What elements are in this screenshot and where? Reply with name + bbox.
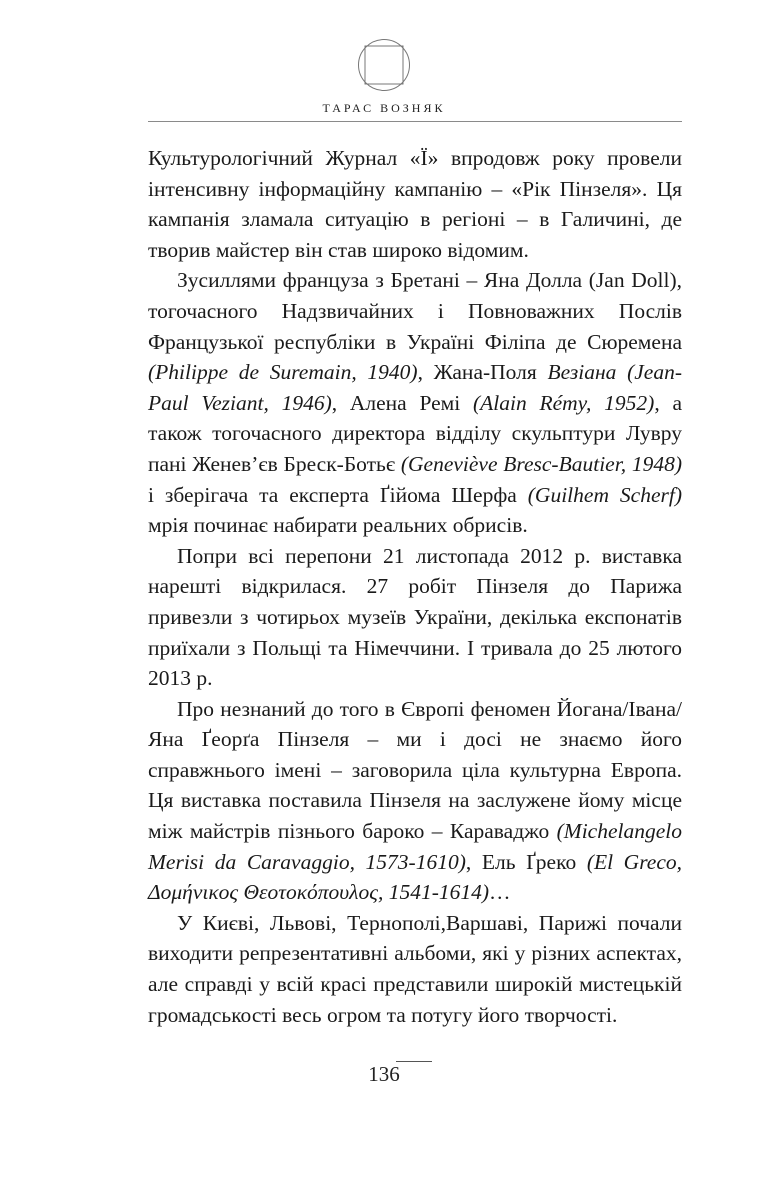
circle-square-logo-icon xyxy=(357,38,411,92)
paragraph xyxy=(148,541,682,694)
text-run: У Києві, Львові, Тернополі,Варшаві, Парижі почали виходити репрезентативні альбоми, які у різних аспектах, але справді у всій красі представили широкій мистецькій громадськості весь огром та потугу його творчості. xyxy=(148,910,682,1027)
paragraph xyxy=(148,265,682,540)
text-run: Про незнаний до того в Європі феномен Йогана/Івана/Яна Ґеорґа Пінзеля – ми і досі не знаємо його справжнього імені – заговорила ціла культурна Европа. Ця виставка поставила Пінзеля на заслужене йому місце між майстрів пізнього бароко – Караваджо xyxy=(148,696,682,844)
text-run: , Алена Ремі xyxy=(331,390,473,415)
page-number: 136 xyxy=(368,1062,400,1086)
text-run: Культурологічний Журнал «Ї» впродовж року провели інтенсивну інформаційну кампанію – «Рік Пінзеля». Ця кампанія зламала ситуацію в регіоні – в Галичині, де творив майстер він став широко відомим. xyxy=(148,146,682,262)
text-run: … xyxy=(489,880,511,905)
italic-citation: (Guilhem Scherf) xyxy=(527,482,682,507)
paragraph xyxy=(148,694,682,908)
italic-citation: (Geneviève Bresc-Bautier, 1948) xyxy=(400,451,682,476)
text-run: Зусиллями француза з Бретані – Яна Долла (Jan Doll), тогочасного Надзвичайних і Повноважних Послів Французької республіки в Україні Філіпа де Сюремена xyxy=(148,268,682,354)
text-run: , Ель Ґреко xyxy=(465,849,587,874)
paragraph xyxy=(148,143,682,265)
running-header-author: ТАРАС ВОЗНЯК xyxy=(322,101,446,115)
italic-citation: (El Greco, Δομήνικος Θεοτοκόπουλος, 1541-1614) xyxy=(148,849,682,905)
text-run: , Жана-Поля xyxy=(417,360,548,385)
text-run: , а також тогочасного директора відділу скульптури Лувру пані Женев’єв Бреск-Ботьє xyxy=(148,390,682,476)
page-body-text xyxy=(148,143,682,1030)
italic-citation: (Philippe de Suremain, 1940) xyxy=(148,360,418,385)
text-run: мрія починає набирати реальних обрисів. xyxy=(148,513,528,538)
italic-citation: (Alain Rémy, 1952) xyxy=(473,390,655,415)
italic-citation: Везіана (Jean-Paul Veziant, 1946) xyxy=(148,360,683,415)
paragraph xyxy=(148,908,682,1030)
text-run: і зберігача та експерта Ґійома Шерфа xyxy=(148,482,528,507)
italic-citation: (Michelangelo Merisi da Caravaggio, 1573-1610) xyxy=(148,819,682,874)
header-divider xyxy=(148,121,682,122)
text-run: Попри всі перепони 21 листопада 2012 р. виставка нарешті відкрилася. 27 робіт Пінзеля до Парижа привезли з чотирьох музеїв України, декілька експонатів приїхали з Польщі та Німеччини. І тривала до 25 лютого 2013 р. xyxy=(148,543,682,691)
